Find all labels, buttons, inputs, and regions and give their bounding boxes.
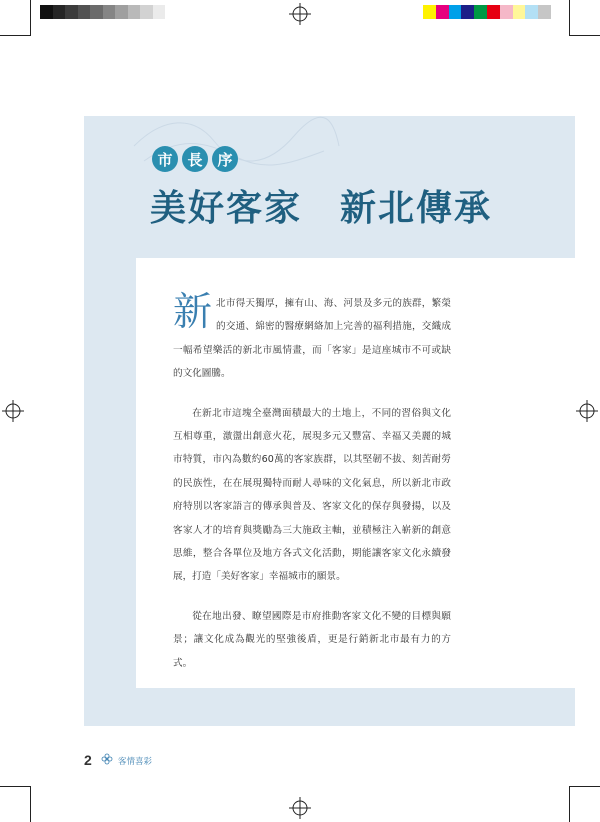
color-swatch [128,5,141,19]
color-swatch [436,5,449,19]
crop-mark [30,786,31,822]
crop-mark [0,35,30,36]
preface-badge: 長 [182,146,208,172]
color-swatch [153,5,166,19]
page-number: 2 [84,752,92,768]
color-swatch [487,5,500,19]
color-swatch [513,5,526,19]
paragraph: 在新北市這塊全臺灣面積最大的土地上，不同的習俗與文化互相尊重，激盪出創意火花，展現多元又豐富、幸福又美麗的城市特質，市內為數約60萬的客家族群，以其堅韌不拔、刻苦耐勞的民族性，在在展現獨特而耐人尋味的文化氣息，所以新北市政府特別以客家語言的傳承與普及、客家文化的保存與發揚，以及客家人才的培育與獎勵為三大施政主軸，並積極注入嶄新的創意思維，整合各單位及地方各式文化活動，期能讓客家文化永續發展，打造「美好客家」幸福城市的願景。 [173,407,451,583]
color-swatch [115,5,128,19]
paragraph [173,292,451,386]
registration-mark-icon [2,400,24,422]
preface-badge-row [152,146,238,172]
color-swatch [538,5,551,19]
color-swatch [525,5,538,19]
preface-badge: 市 [152,146,178,172]
color-swatch [53,5,66,19]
color-swatch [474,5,487,19]
crop-mark [569,0,570,36]
page-title: 美好客家 新北傳承 [150,187,493,229]
color-swatch [40,5,53,19]
section-label: 客情喜彩 [118,757,153,767]
drop-cap: 新 [173,290,213,335]
crop-mark [570,786,600,787]
color-swatch [449,5,462,19]
flower-icon [101,753,113,765]
paragraph: 從在地出發、瞭望國際是市府推動客家文化不變的目標與願景；讓文化成為觀光的堅強後盾，更是行銷新北市最有力的方式。 [173,610,451,669]
color-swatch [461,5,474,19]
color-swatch [500,5,513,19]
color-swatch [140,5,153,19]
registration-mark-icon [289,3,311,25]
color-swatch [78,5,91,19]
crop-mark [570,35,600,36]
article-body [173,292,451,675]
registration-mark-icon [576,400,598,422]
crop-mark [0,786,30,787]
color-swatch [65,5,78,19]
crop-mark [30,0,31,36]
paragraph-text: 北市得天獨厚，擁有山、海、河景及多元的族群，繁榮的交通、綿密的醫療網絡加上完善的福利措施，交織成一幅希望樂活的新北市風情畫，而「客家」是這座城市不可或缺的文化圖騰。 [173,298,451,380]
color-swatch [90,5,103,19]
color-swatch [423,5,436,19]
crop-mark [569,786,570,822]
color-swatch [103,5,116,19]
registration-mark-icon [289,797,311,819]
preface-badge: 序 [212,146,238,172]
